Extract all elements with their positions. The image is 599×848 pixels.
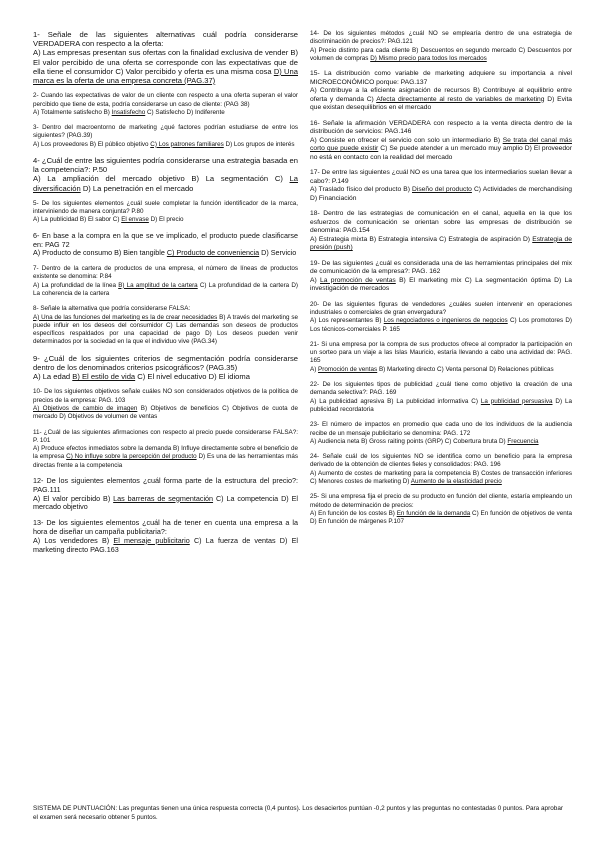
question-text: 8- Señale la alternativa que podría considerarse FALSA: xyxy=(33,305,191,313)
question-20 xyxy=(310,301,572,334)
correct-answer: Insatisfecho xyxy=(111,108,146,116)
options-before: A) Los representantes B) xyxy=(310,317,384,325)
correct-answer: A) Objetivos de cambio de imagen xyxy=(33,404,138,412)
options-before: A) Produce efectos inmediatos sobre la demanda B) Influye directamente sobre el beneficio de la empresa xyxy=(33,445,298,461)
correct-answer: B) El estilo de vida xyxy=(72,372,136,382)
question-options xyxy=(310,277,572,294)
question-6 xyxy=(33,232,298,258)
question-options xyxy=(310,317,572,334)
question-25 xyxy=(310,493,572,526)
options-after: D) Los grupos de interés xyxy=(223,140,295,148)
options-after: D) Servicio xyxy=(259,248,297,258)
question-options xyxy=(310,510,572,527)
correct-answer: El envase xyxy=(121,216,149,224)
question-options xyxy=(33,537,298,555)
question-15 xyxy=(310,70,572,113)
options-before: A) Audiencia neta B) Gross raiting points (GRP) C) Cobertura bruta D) xyxy=(310,437,508,445)
correct-answer: Diseño del producto xyxy=(412,186,472,194)
correct-answer: Se trata del canal más corto que puede existir xyxy=(310,136,572,153)
correct-answer: Frecuencia xyxy=(507,437,539,445)
question-text: 23- El número de impactos en promedio que cada uno de los individuos de la audiencia recibe de un mensaje publicitario se denomina: PAG. 172 xyxy=(310,421,572,437)
question-options xyxy=(33,372,298,381)
question-options xyxy=(33,405,298,422)
question-options xyxy=(310,470,572,487)
question-text: 2- Cuando las expectativas de valor de un cliente con respecto a una oferta superan el valor percibido que tiene de esta, podría considerarse un caso de cliente: (PAG 38) xyxy=(33,92,298,108)
question-16 xyxy=(310,120,572,163)
options-before: A) xyxy=(310,365,319,373)
question-text: 5- De los siguientes elementos ¿cuál suele completar la función identificador de la marca, interviniendo de manera conjunta? P.80 xyxy=(33,199,298,216)
options-before: A) Producto de consumo B) Bien tangible xyxy=(33,248,167,258)
question-text: 21- Si una empresa por la compra de sus productos ofrece al comprador la participación en un sorteo para un viaje a las Islas Mauricio, estaría llevando a cabo una actividad de: PAG. 165 xyxy=(310,340,572,365)
question-text: 22- De los siguientes tipos de publicidad ¿cuál tiene como objetivo la creación de una demanda selectiva?: PAG. 169 xyxy=(310,381,572,397)
options-before: A) Precio distinto para cada cliente B) Descuentos en segundo mercado C) Descuentos por volumen de compras xyxy=(310,46,572,62)
question-options xyxy=(310,438,572,446)
options-after: C) Actividades de merchandising D) Financiación xyxy=(310,186,572,202)
correct-answer: B) La amplitud de la cartera xyxy=(118,281,198,289)
question-12 xyxy=(33,477,298,512)
question-23 xyxy=(310,421,572,446)
question-10 xyxy=(33,388,298,421)
options-before: A) Traslado físico del producto B) xyxy=(310,186,412,194)
correct-answer: La promoción de ventas xyxy=(320,276,396,284)
question-13 xyxy=(33,519,298,554)
question-options xyxy=(310,236,572,253)
correct-answer: C) No influye sobre la percepción del producto xyxy=(66,453,197,461)
question-text: 6- En base a la compra en la que se ve implicado, el producto puede clasificarse en: PAG 72 xyxy=(33,230,298,249)
options-after: D) La publicidad recordatoria xyxy=(310,397,572,413)
options-before: A) En función de los costes B) xyxy=(310,509,397,517)
question-options xyxy=(33,174,298,192)
question-text: 25- Si una empresa fija el precio de su producto en función del cliente, estaría empleando un método de determinación de precios: xyxy=(310,493,572,509)
question-24 xyxy=(310,453,572,486)
options-after: C) Se puede atender a un mercado muy amplio D) El proveedor no está en contacto con la realidad del mercado xyxy=(310,145,572,161)
options-after: D) La penetración en el mercado xyxy=(80,183,194,193)
options-after: B) A través del marketing se puede influir en los deseos del consumidor C) Las demandas son deseos de productos específicos respaldados por una capacidad de pago D) Los deseos pueden venir determinados por la sociedad en la que el individuo vive (PAG.34) xyxy=(33,313,298,346)
correct-answer: Estrategia de presión (push) xyxy=(310,235,572,252)
question-options xyxy=(310,186,572,203)
options-after: B) Objetivos de beneficios C) Objetivos de cuota de mercado D) Objetivos de volumen de ventas xyxy=(33,404,298,421)
question-text: 24- Señale cuál de los siguientes NO se identifica como un beneficio para la empresa derivado de la obtención de clientes fieles y consolidados: PAG. 196 xyxy=(310,453,572,469)
question-options xyxy=(310,366,572,374)
options-before: A) Totalmente satisfecho B) xyxy=(33,108,112,116)
options-before: A) Aumento de costes de marketing para la competencia B) Costes de transacción inferiores C) Menores costes de marketing D) xyxy=(310,469,572,486)
question-options xyxy=(310,47,572,64)
options-after: D) Es una de las herramientas más directas frente a la competencia xyxy=(33,453,298,469)
question-text: 10- De los siguientes objetivos señale cuáles NO son considerados objetivos de la política de precios de la empresa: PAG. 103 xyxy=(33,388,298,404)
options-after: C) Los promotores D) Los técnicos-comerciales P. 165 xyxy=(310,317,572,333)
question-text: 11- ¿Cuál de las siguientes afirmaciones con respecto al precio puede considerarse FALSA?: P. 101 xyxy=(33,428,298,444)
options-before: A) Contribuye a la eficiente asignación de recursos B) Contribuye al equilibrio entre oferta y demanda C) xyxy=(310,87,572,103)
question-18 xyxy=(310,210,572,253)
options-before: A) La publicidad B) El sabor C) xyxy=(33,216,122,224)
question-options xyxy=(310,87,572,113)
question-options xyxy=(33,314,298,347)
question-22 xyxy=(310,381,572,414)
question-8 xyxy=(33,305,298,346)
options-after: C) La profundidad de la cartera D) La coherencia de la cartera xyxy=(33,281,298,297)
correct-answer: A) Una de las funciones del marketing es la de crear necesidades xyxy=(33,313,218,321)
question-9 xyxy=(33,354,298,382)
question-21 xyxy=(310,341,572,374)
correct-answer: La diversificación xyxy=(33,174,298,193)
question-11 xyxy=(33,429,298,470)
options-before: A) xyxy=(310,276,321,284)
options-after: C) El nivel educativo D) El idioma xyxy=(135,372,250,382)
left-column xyxy=(33,30,298,561)
options-before: A) Los vendedores B) xyxy=(33,535,114,545)
correct-answer: Afecta directamente al resto de variables de marketing xyxy=(376,95,545,103)
options-before: A) La publicidad agresiva B) La publicidad informativa C) xyxy=(310,397,481,405)
question-7 xyxy=(33,265,298,298)
question-text: 19- De las siguientes ¿cuál es considerada una de las herramientas principales del mix de comunicación de la empresa?: PAG. 162 xyxy=(310,259,572,276)
correct-answer: La publicidad persuasiva xyxy=(480,397,553,405)
right-column xyxy=(310,30,572,534)
question-text: 20- De las siguientes figuras de vendedores ¿cuáles suelen intervenir en operaciones industriales o comerciales de gran envergadura? xyxy=(310,300,572,316)
question-text: 12- De los siguientes elementos ¿cuál forma parte de la estructura del precio?: PAG.111 xyxy=(33,476,298,494)
question-text: 3- Dentro del macroentorno de marketing ¿qué factores podrían estudiarse de entre los siguientes? (PAG.39) xyxy=(33,124,298,140)
question-options xyxy=(310,137,572,163)
correct-answer: En función de la demanda xyxy=(396,509,471,517)
question-options xyxy=(33,495,298,513)
question-2 xyxy=(33,92,298,117)
options-after: C) En función de objetivos de venta D) En función de márgenes P.107 xyxy=(310,509,572,526)
correct-answer: C) Los patrones familiares xyxy=(150,140,224,148)
question-text: 13- De los siguientes elementos ¿cuál ha de tener en cuenta una empresa a la hora de diseñar un campaña publicitaria?: xyxy=(33,518,298,537)
correct-answer: Aumento de la elasticidad precio xyxy=(410,478,502,486)
question-text: 4- ¿Cuál de entre las siguientes podría considerarse una estrategia basada en la competencia?: P.50 xyxy=(33,156,298,175)
question-options xyxy=(33,141,298,149)
question-3 xyxy=(33,124,298,149)
options-after: D) El precio xyxy=(148,216,184,224)
question-14 xyxy=(310,30,572,63)
question-text: 15- La distribución como variable de marketing adquiere su importancia a nivel MICROECONÓMICO porque: PAG.137 xyxy=(310,70,572,86)
question-text: 17- De entre las siguientes ¿cuál NO es una tarea que los intermediarios suelan llevar a cabo?: P.149 xyxy=(310,169,572,185)
correct-answer: Promoción de ventas xyxy=(318,365,378,373)
question-options xyxy=(33,48,298,85)
correct-answer: D) Una marca es la oferta de una empresa concreta (PAG.37) xyxy=(33,66,298,86)
options-before: A) Los proveedores B) El público objetivo xyxy=(33,140,151,148)
options-before: A) Estrategia mixta B) Estrategia intensiva C) Estrategia de aspiración D) xyxy=(310,235,533,243)
question-options xyxy=(33,216,298,224)
question-5 xyxy=(33,200,298,225)
question-options xyxy=(33,249,298,258)
correct-answer: C) Producto de conveniencia xyxy=(166,248,260,258)
question-17 xyxy=(310,169,572,203)
question-19 xyxy=(310,260,572,294)
options-before: A) Consiste en ofrecer el servicio con solo un intermediario B) xyxy=(310,136,503,144)
options-after: C) La competencia D) El mercado objetivo xyxy=(33,493,298,512)
options-before: A) La ampliación del mercado objetivo B) La segmentación C) xyxy=(33,174,290,184)
correct-answer: Los negociadores o ingenieros de negocios xyxy=(383,317,508,325)
options-after: B) Marketing directo C) Venta personal D) Relaciones públicas xyxy=(377,365,554,373)
question-text: 7- Dentro de la cartera de productos de una empresa, el número de líneas de productos existente se denomina: P.84 xyxy=(33,265,298,281)
question-4 xyxy=(33,156,298,193)
options-before: A) Las empresas presentan sus ofertas con la finalidad exclusiva de vender B) El valor percibido de una oferta se corresponde con las expectativas que de ella tiene el consumidor C) Valor percibido y oferta es una misma cosa xyxy=(33,48,298,76)
question-text: 16- Señale la afirmación VERDADERA con respecto a la venta directa dentro de la distribución de servicios: PAG.146 xyxy=(310,119,572,136)
options-after: D) Evita que existan desequilibrios en el mercado xyxy=(310,95,573,112)
correct-answer: D) Mismo precio para todos los mercados xyxy=(370,54,487,62)
question-text: 14- De los siguientes métodos ¿cuál NO se emplearía dentro de una estrategia de discriminación de precios?: PAG.121 xyxy=(310,30,572,46)
options-before: A) La edad xyxy=(33,372,73,382)
question-1 xyxy=(33,30,298,85)
correct-answer: El mensaje publicitario xyxy=(113,535,190,545)
question-options xyxy=(33,445,298,470)
scoring-system-note: SISTEMA DE PUNTUACIÓN: Las preguntas tienen una única respuesta correcta (0,4 puntos). Los desaciertos puntúan -0,2 puntos y las preguntas no contestadas 0 puntos. Para aprobar el examen será necesario obtener 5 puntos. xyxy=(33,805,564,821)
options-after: C) Satisfecho D) Indiferente xyxy=(145,108,225,116)
question-text: 1- Señale de las siguientes alternativas cuál podría considerarse VERDADERA con respecto a la oferta: xyxy=(33,30,298,49)
question-options xyxy=(310,398,572,415)
question-text: 18- Dentro de las estrategias de comunicación en el canal, aquella en la que los esfuerzos de comunicación se orientan sobre las empresas de distribución se denomina: PAG.154 xyxy=(310,210,572,235)
question-options xyxy=(33,109,298,117)
options-after: B) El marketing mix C) La segmentación óptima D) La investigación de mercados xyxy=(310,276,572,293)
options-after: C) La fuerza de ventas D) El marketing directo PAG.163 xyxy=(33,535,298,554)
question-text: 9- ¿Cuál de los siguientes criterios de segmentación podría considerarse dentro de los denominados criterios psicográficos? (PAG.35) xyxy=(33,353,298,372)
correct-answer: Las barreras de segmentación xyxy=(113,493,214,503)
options-before: A) El valor percibido B) xyxy=(33,493,114,503)
options-before: A) La profundidad de la línea xyxy=(33,281,119,289)
question-options xyxy=(33,282,298,299)
